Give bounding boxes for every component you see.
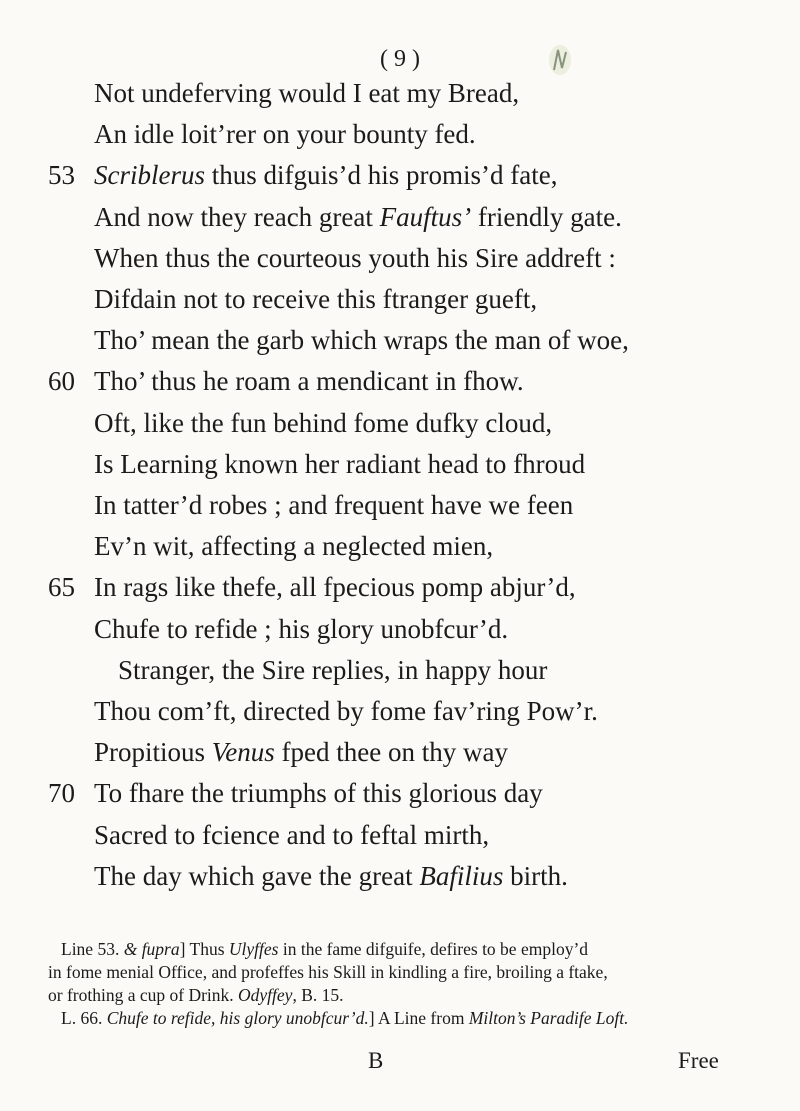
verse-line	[94, 570, 576, 604]
footnote-line	[48, 938, 758, 961]
verse-text: Scriblerus	[94, 160, 205, 190]
verse-text: fped thee on thy way	[274, 737, 508, 767]
line-number: 60	[48, 366, 75, 396]
verse-text: The day which gave the great	[94, 861, 420, 891]
line-number: 70	[48, 778, 75, 808]
verse-text: To fhare the triumphs of this glorious day	[94, 778, 543, 808]
verse-text: Tho’ thus he roam a mendicant in fhow.	[94, 366, 524, 396]
footnote-line	[48, 961, 758, 984]
verse-line	[118, 653, 547, 687]
verse-text: In rags like thefe, all fpecious pomp abjur’d,	[94, 572, 576, 602]
verse-line	[94, 158, 557, 192]
verse-text: An idle loit’rer on your bounty fed.	[94, 119, 476, 149]
footnote-text: L. 66.	[61, 1008, 107, 1028]
verse-line	[94, 859, 568, 893]
verse-text: Not undeferving would I eat my Bread,	[94, 78, 520, 108]
line-number: 65	[48, 572, 75, 602]
verse-text: In tatter’d robes ; and frequent have we feen	[94, 490, 574, 520]
verse-line	[94, 117, 476, 151]
catchword: Free	[678, 1048, 719, 1073]
verse-text: Stranger, the Sire replies, in happy hour	[118, 655, 548, 685]
footnote-block	[48, 938, 758, 1030]
footnote-text: in fome menial Office, and profeffes his Skill in kindling a fire, broiling a ftake,	[48, 962, 608, 982]
ornament-stain-icon	[546, 40, 574, 78]
footnote-text: Milton’s Paradife Loft.	[468, 1008, 629, 1028]
verse-text: Chufe to refide ; his glory unobfcur’d.	[94, 614, 509, 644]
verse-line	[94, 529, 493, 563]
verse-text: Fauftus’	[379, 202, 472, 232]
verse-text: Propitious	[94, 737, 212, 767]
page-number: ( 9 )	[380, 46, 420, 72]
verse-text: birth.	[503, 861, 568, 891]
verse-text: Thou com’ft, directed by fome fav’ring Pow’r.	[94, 696, 598, 726]
footnote-text: , B. 15.	[292, 985, 344, 1005]
verse-line	[94, 735, 508, 769]
verse-line	[94, 76, 519, 110]
verse-text: friendly gate.	[471, 202, 622, 232]
footnote-text: in the fame difguife, defires to be employ’d	[278, 939, 589, 959]
verse-line	[94, 406, 552, 440]
verse-line	[94, 612, 508, 646]
footnote-text: Line 53.	[61, 939, 124, 959]
verse-line	[94, 694, 598, 728]
verse-line	[94, 200, 622, 234]
verse-text: Venus	[211, 737, 275, 767]
verse-text: Oft, like the fun behind fome dufky cloud,	[94, 408, 553, 438]
signature-mark: B	[368, 1048, 384, 1073]
verse-text: When thus the courteous youth his Sire addreft :	[94, 243, 616, 273]
verse-text: Tho’ mean the garb which wraps the man of woe,	[94, 325, 629, 355]
verse-line	[94, 282, 537, 316]
footnote-text: Chufe to refide, his glory unobfcur’d.	[106, 1008, 369, 1028]
footnote-text: ] A Line from	[368, 1008, 469, 1028]
verse-line	[94, 241, 616, 275]
footnote-text: ] Thus	[179, 939, 229, 959]
verse-line	[94, 323, 629, 357]
footnote-line	[48, 1007, 758, 1030]
verse-text: Difdain not to receive this ftranger gueft,	[94, 284, 538, 314]
footnote-text: & fupra	[123, 939, 180, 959]
footnote-line	[48, 984, 758, 1007]
verse-line	[94, 776, 543, 810]
verse-text: Bafilius	[419, 861, 504, 891]
verse-text: Sacred to fcience and to feftal mirth,	[94, 820, 490, 850]
verse-line	[94, 818, 489, 852]
line-number: 53	[48, 160, 75, 190]
footnote-text: Odyffey	[238, 985, 293, 1005]
verse-text: And now they reach great	[94, 202, 380, 232]
verse-text: Is Learning known her radiant head to fhroud	[94, 449, 586, 479]
footnote-text: Ulyffes	[228, 939, 279, 959]
verse-line	[94, 488, 573, 522]
footnote-text: or frothing a cup of Drink.	[48, 985, 239, 1005]
verse-line	[94, 447, 585, 481]
verse-line	[94, 364, 524, 398]
verse-text: Ev’n wit, affecting a neglected mien,	[94, 531, 494, 561]
verse-text: thus difguis’d his promis’d fate,	[205, 160, 558, 190]
